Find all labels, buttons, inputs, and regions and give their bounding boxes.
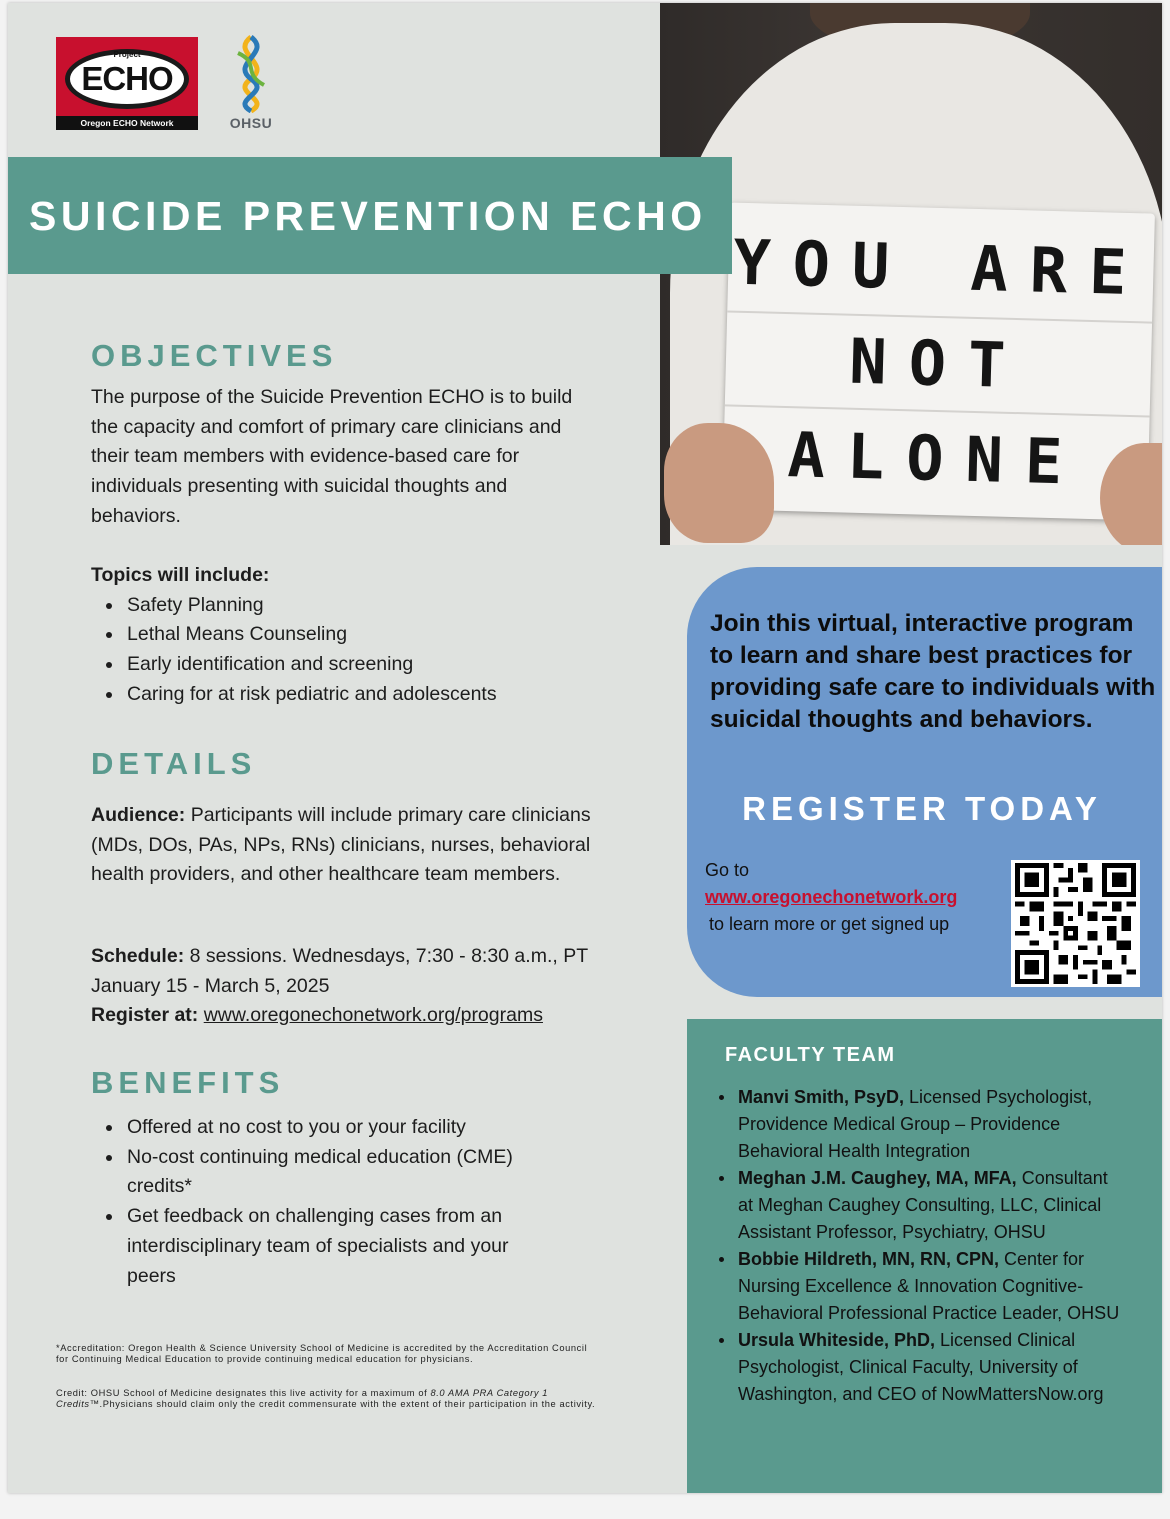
list-item: Early identification and screening bbox=[91, 650, 621, 680]
accreditation-note: *Accreditation: Oregon Health & Science University School of Medicine is accredited by the Accreditation Council for Continuing Medical Education to provide continuing medical education for physicians. bbox=[56, 1343, 588, 1364]
ohsu-helix-icon bbox=[220, 33, 282, 113]
faculty-name: Meghan J.M. Caughey, MA, MFA, bbox=[738, 1168, 1017, 1188]
faculty-desc: Licensed Psychologist, Providence Medical Group – Providence Behavioral Health Integration bbox=[738, 1087, 1093, 1161]
objectives-text: The purpose of the Suicide Prevention ECHO is to build the capacity and comfort of primary care clinicians and their team members with evidence-based care for individuals presenting with suicidal thoughts and behaviors. bbox=[91, 386, 573, 527]
faculty-team-panel bbox=[687, 1019, 1162, 1493]
topics-heading: Topics will include: bbox=[91, 564, 270, 586]
title-banner bbox=[8, 157, 732, 274]
sign-line-2: NOT bbox=[725, 312, 1152, 417]
qr-code-icon bbox=[1014, 863, 1137, 984]
sign-line-3: ALONE bbox=[786, 418, 1086, 499]
benefits-list bbox=[91, 1113, 561, 1291]
ohsu-logo-text: OHSU bbox=[229, 115, 273, 131]
credit-prefix: Credit: OHSU School of Medicine designates this live activity for a maximum of bbox=[56, 1388, 431, 1398]
benefits-block bbox=[91, 1113, 561, 1291]
faculty-name: Ursula Whiteside, PhD, bbox=[738, 1330, 936, 1350]
project-echo-logo bbox=[56, 37, 198, 130]
register-line bbox=[91, 1001, 621, 1031]
echo-logo-project-text: Project bbox=[113, 50, 141, 59]
topics-list bbox=[91, 591, 621, 710]
sign-line-1: YOU ARE bbox=[727, 214, 1154, 323]
echo-logo-word: ECHO bbox=[81, 60, 173, 97]
photo-hand-left bbox=[664, 423, 774, 543]
register-today-heading: REGISTER TODAY bbox=[742, 790, 1102, 827]
faculty-desc: Licensed Clinical Psychologist, Clinical Faculty, University of Washington, and CEO of NowMattersNow.org bbox=[738, 1330, 1104, 1404]
list-item: Lethal Means Counseling bbox=[91, 620, 621, 650]
list-item: Get feedback on challenging cases from an interdisciplinary team of specialists and your peers bbox=[91, 1202, 561, 1291]
list-item: No-cost continuing medical education (CME) credits* bbox=[91, 1143, 561, 1202]
faculty-member bbox=[715, 1246, 1120, 1327]
schedule-label: Schedule: bbox=[91, 945, 185, 967]
faculty-member bbox=[715, 1165, 1120, 1246]
hero-photo bbox=[660, 3, 1162, 545]
register-label: Register at: bbox=[91, 1004, 199, 1027]
page-title: SUICIDE PREVENTION ECHO bbox=[29, 193, 707, 239]
list-item: Caring for at risk pediatric and adolescents bbox=[91, 680, 621, 710]
goto-text bbox=[705, 857, 1005, 938]
ohsu-logo bbox=[220, 33, 282, 133]
goto-after: to learn more or get signed up bbox=[709, 914, 950, 934]
audience-value: Participants will include primary care clinicians (MDs, DOs, PAs, NPs, RNs) clinicians, nurses, behavioral health providers, and other healthcare team members. bbox=[91, 804, 591, 886]
credit-italic: 8.0 AMA PRA Category 1 Credits™ bbox=[56, 1388, 549, 1409]
faculty-name: Bobbie Hildreth, MN, RN, CPN, bbox=[738, 1249, 999, 1269]
faculty-desc: Consultant at Meghan Caughey Consulting, LLC, Clinical Assistant Professor, Psychiatry, OHSU bbox=[738, 1168, 1108, 1242]
flyer-page bbox=[8, 3, 1162, 1493]
schedule-block bbox=[91, 942, 621, 1031]
callout-lead: Join this virtual, interactive program to learn and share best practices for providing safe care to individuals with suicidal thoughts and behaviors. bbox=[710, 610, 1156, 733]
audience-label: Audience: bbox=[91, 804, 186, 826]
schedule-value: 8 sessions. Wednesdays, 7:30 - 8:30 a.m., PT January 15 - March 5, 2025 bbox=[91, 945, 588, 997]
lightbox-sign bbox=[722, 202, 1155, 520]
faculty-desc: Center for Nursing Excellence & Innovation Cognitive-Behavioral Professional Practice Leader, OHSU bbox=[738, 1249, 1120, 1323]
audience-text bbox=[91, 801, 621, 890]
faculty-list bbox=[715, 1084, 1120, 1408]
benefits-heading: BENEFITS bbox=[91, 1065, 285, 1100]
register-link[interactable]: www.oregonechonetwork.org/programs bbox=[203, 1004, 543, 1027]
echo-logo-network: Oregon ECHO Network bbox=[56, 116, 198, 130]
faculty-heading: FACULTY TEAM bbox=[725, 1044, 896, 1066]
faculty-member bbox=[715, 1327, 1120, 1408]
faculty-name: Manvi Smith, PsyD, bbox=[738, 1087, 905, 1107]
credit-note bbox=[56, 1388, 601, 1409]
goto-label: Go to bbox=[705, 860, 750, 880]
qr-code[interactable] bbox=[1011, 860, 1140, 987]
faculty-member bbox=[715, 1084, 1120, 1165]
list-item: Offered at no cost to you or your facility bbox=[91, 1113, 561, 1143]
objectives-heading: OBJECTIVES bbox=[91, 338, 338, 373]
credit-suffix: .Physicians should claim only the credit commensurate with the extent of their participation in the activity. bbox=[99, 1398, 596, 1409]
topics-block bbox=[91, 561, 621, 710]
details-heading: DETAILS bbox=[91, 746, 257, 781]
register-callout bbox=[687, 567, 1162, 997]
website-link[interactable]: www.oregonechonetwork.org bbox=[705, 887, 958, 907]
schedule-text bbox=[91, 942, 621, 1001]
list-item: Safety Planning bbox=[91, 591, 621, 621]
